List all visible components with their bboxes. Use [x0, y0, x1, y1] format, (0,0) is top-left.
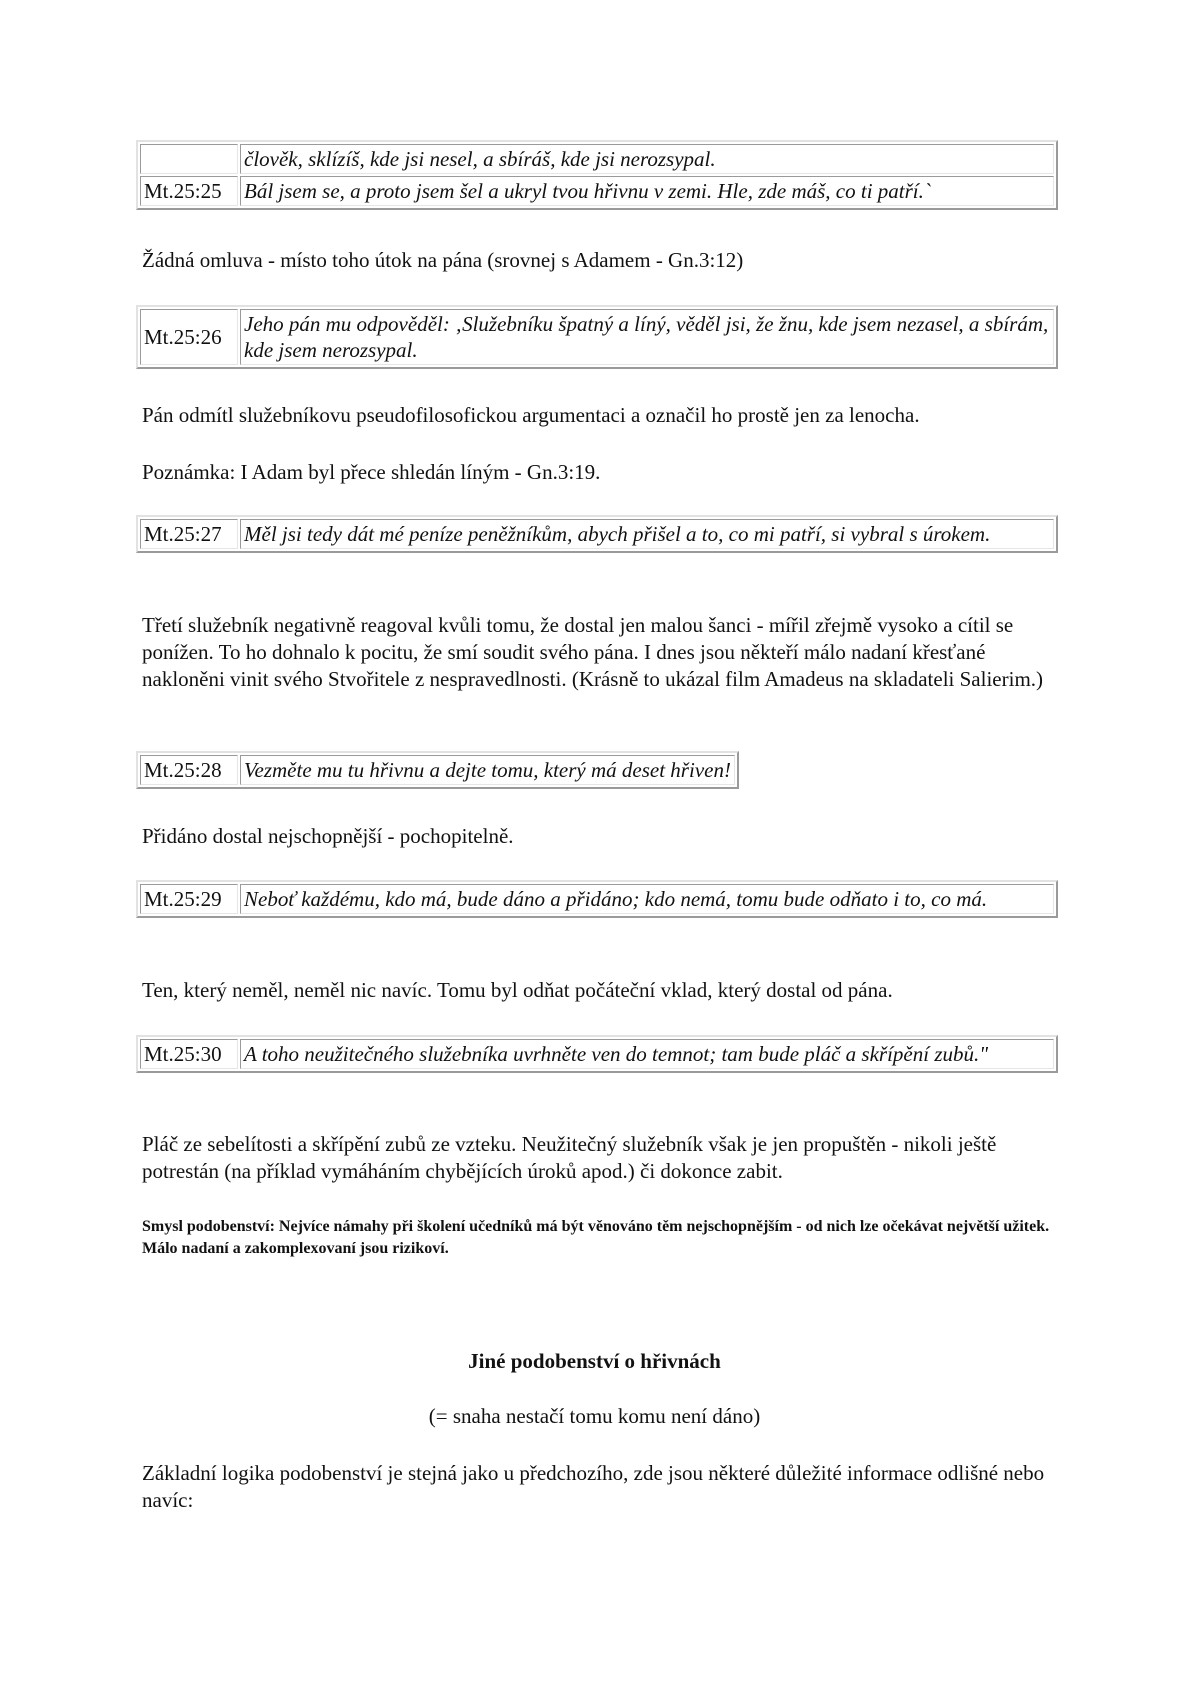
summary-text: Smysl podobenství: Nejvíce námahy při školení učedníků má být věnováno těm nejschopnějším - od nich lze očekávat největší užitek. Málo nadaní a zakomplexovaní jsou rizikoví. [142, 1218, 1050, 1257]
paragraph [142, 823, 1062, 850]
table-row [140, 884, 1054, 914]
paragraph-text: Pláč ze sebelítosti a skřípění zubů ze vzteku. Neužitečný služebník však je jen propuštěn - nikoli ještě potrestán (na příklad vymáháním chybějících úroků apod.) či dokonce zabit. [142, 1132, 997, 1183]
paragraph-text: Žádná omluva - místo toho útok na pána (srovnej s Adamem - Gn.3:12) [142, 248, 744, 272]
paragraph [142, 977, 1062, 1004]
verse-text: Vezměte mu tu hřivnu a dejte tomu, který má deset hřiven! [240, 755, 735, 785]
verse-ref: Mt.25:29 [140, 884, 238, 914]
table-row [140, 309, 1054, 365]
table-row [140, 176, 1054, 206]
paragraph-text: Poznámka: I Adam byl přece shledán líným - Gn.3:19. [142, 460, 601, 484]
section-heading [142, 1348, 1047, 1375]
paragraph-text: Třetí služebník negativně reagoval kvůli tomu, že dostal jen malou šanci - mířil zřejmě vysoko a cítil se ponížen. To ho dohnalo k pocitu, že smí soudit svého pána. I dnes jsou někteří málo nadaní křesťané nakloněni vinit svého Stvořitele z nespravedlnosti. (Krásně to ukázal film Amadeus na skladateli Salierim.) [142, 613, 1044, 691]
paragraph [142, 402, 1062, 429]
verse-text: Jeho pán mu odpověděl: ‚Služebníku špatný a líný, věděl jsi, že žnu, kde jsem nezasel, a sbírám, kde jsem nerozsypal. [240, 309, 1054, 365]
heading-text: Jiné podobenství o hřivnách [468, 1349, 721, 1373]
verse-text: člověk, sklízíš, kde jsi nesel, a sbíráš, kde jsi nerozsypal. [240, 144, 1054, 174]
verse-table-25-28 [136, 751, 816, 789]
verse-table-25-30 [136, 1035, 1056, 1073]
verse-text: Měl jsi tedy dát mé peníze peněžníkům, abych přišel a to, co mi patří, si vybral s úrokem. [240, 519, 1054, 549]
verse-table-25-26 [136, 305, 1056, 369]
table-row [140, 144, 1054, 174]
verse-ref: Mt.25:25 [140, 176, 238, 206]
verse-table-25-24-25 [136, 140, 1056, 210]
verse-text: Neboť každému, kdo má, bude dáno a přidáno; kdo nemá, tomu bude odňato i to, co má. [240, 884, 1054, 914]
paragraph-text: Přidáno dostal nejschopnější - pochopitelně. [142, 824, 514, 848]
summary-block [142, 1216, 1067, 1260]
paragraph [142, 247, 1062, 274]
paragraph [142, 1131, 1062, 1185]
table-row [140, 519, 1054, 549]
paragraph-text: Pán odmítl služebníkovu pseudofilosofickou argumentaci a označil ho prostě jen za lenocha. [142, 403, 920, 427]
subheading-text: (= snaha nestačí tomu komu není dáno) [428, 1404, 761, 1428]
table-row [140, 1039, 1054, 1069]
verse-text: Bál jsem se, a proto jsem šel a ukryl tvou hřivnu v zemi. Hle, zde máš, co ti patří.` [240, 176, 1054, 206]
table-row [140, 755, 735, 785]
paragraph-text: Základní logika podobenství je stejná jako u předchozího, zde jsou některé důležité informace odlišné nebo navíc: [142, 1461, 1045, 1512]
verse-table-25-29 [136, 880, 1056, 918]
verse-ref: Mt.25:28 [140, 755, 238, 785]
paragraph [142, 612, 1062, 693]
verse-ref: Mt.25:26 [140, 309, 238, 365]
verse-ref: Mt.25:27 [140, 519, 238, 549]
verse-table-25-27 [136, 515, 1056, 553]
verse-ref [140, 144, 238, 174]
verse-ref: Mt.25:30 [140, 1039, 238, 1069]
section-subheading [142, 1403, 1047, 1430]
paragraph [142, 1460, 1062, 1514]
paragraph [142, 459, 1062, 486]
verse-text: A toho neužitečného služebníka uvrhněte ven do temnot; tam bude pláč a skřípění zubů." [240, 1039, 1054, 1069]
paragraph-text: Ten, který neměl, neměl nic navíc. Tomu byl odňat počáteční vklad, který dostal od pána. [142, 978, 893, 1002]
